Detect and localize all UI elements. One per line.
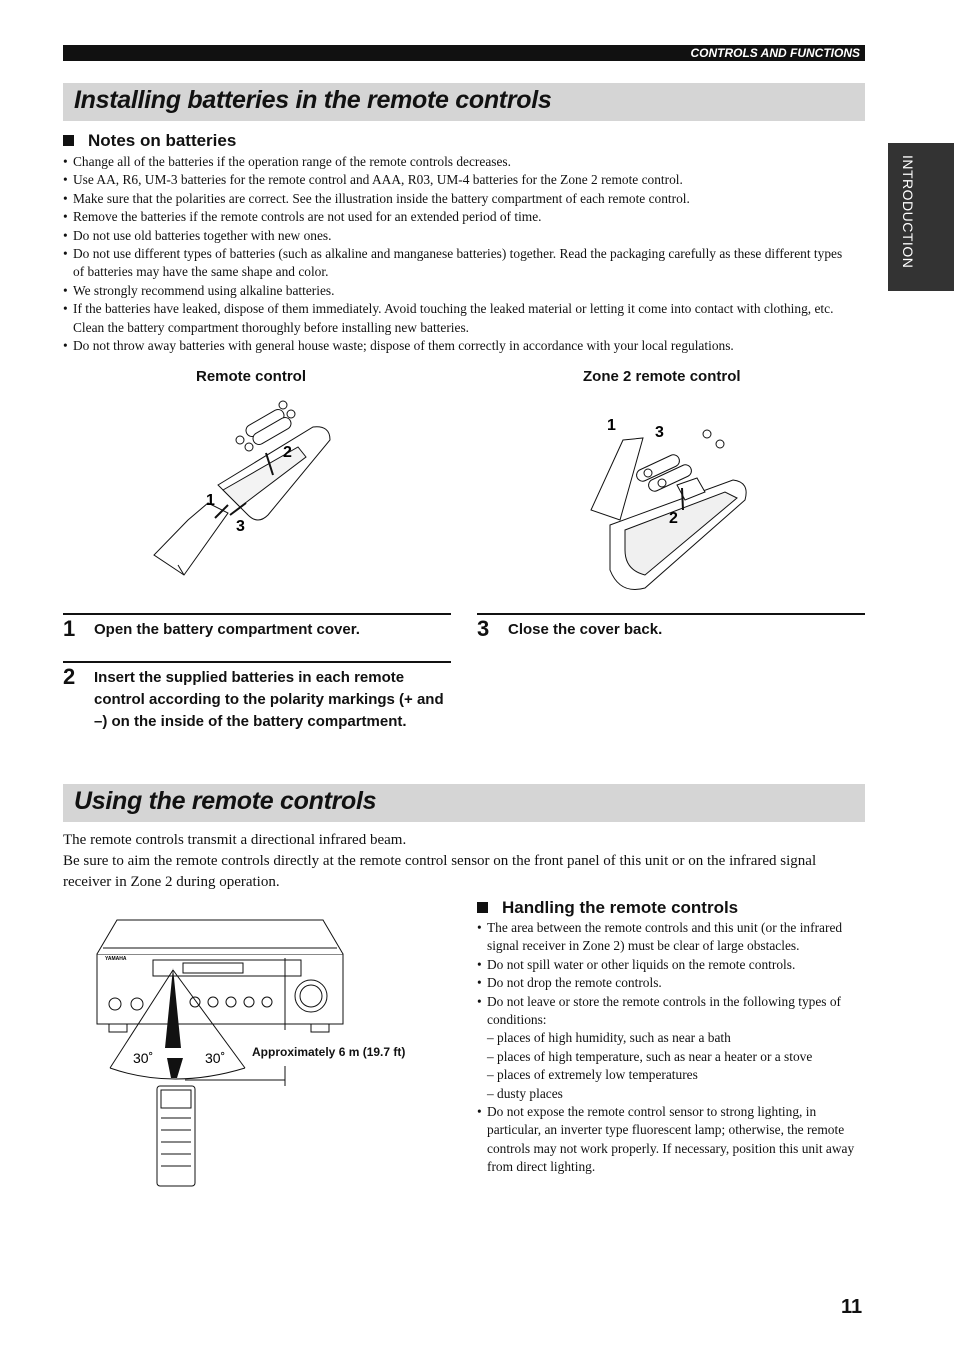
fig-step-two-left: 2 [283,444,292,461]
list-item: • We strongly recommend using alkaline batteries. [63,282,853,300]
step-number: 3 [477,616,490,641]
list-item: • Do not expose the remote control sensor to strong lighting, in particular, an inverter type fluorescent lamp; otherwise, the remote controls may not work properly. If necessary, position this unit away from direct lighting. [477,1103,865,1177]
side-tab-label: INTRODUCTION [900,155,916,269]
step-text: Open the battery compartment cover. [94,621,360,638]
list-item: • The area between the remote controls and this unit (or the infrared signal receiver in Zone 2) must be clear of large obstacles. [477,919,865,956]
step-divider [63,613,451,615]
intro-line: The remote controls transmit a directional infrared beam. [63,832,407,848]
remote-battery-illustration [148,395,348,585]
distance-label: Approximately 6 m (19.7 ft) [252,1045,406,1059]
side-tab [888,143,954,291]
section-title-box [63,83,865,121]
fig-step-one-right: 1 [607,417,616,434]
step-divider [477,613,865,615]
section-title: Installing batteries in the remote controls [74,86,552,114]
header-bar [63,45,865,61]
fig-step-three-left: 3 [236,518,245,535]
square-bullet-icon [477,902,488,913]
notes-list [63,153,853,355]
notes-heading-text: Notes on batteries [88,131,237,150]
handling-heading [477,898,738,918]
zone2-remote-battery-illustration [585,410,755,595]
list-item: • Do not throw away batteries with general house waste; dispose of them correctly in accordance with your local regulations. [63,337,853,355]
step-number: 2 [63,664,76,689]
notes-heading [63,131,236,151]
fig-step-one-left: 1 [206,492,215,509]
handling-list [477,919,865,1177]
condition-item: – places of extremely low temperatures [487,1067,698,1083]
step-number: 1 [63,616,76,641]
list-item: • Do not spill water or other liquids on the remote controls. [477,956,865,974]
section-title: Using the remote controls [74,787,377,815]
condition-item: – dusty places [487,1085,563,1101]
list-item: • Do not leave or store the remote controls in the following types of conditions: [477,993,865,1030]
section-label: CONTROLS AND FUNCTIONS [690,46,860,60]
list-item: • Change all of the batteries if the operation range of the remote controls decreases. [63,153,853,171]
figure-right-label: Zone 2 remote control [583,368,741,385]
square-bullet-icon [63,135,74,146]
step-text: Close the cover back. [508,621,663,638]
list-item: • Do not use different types of batteries (such as alkaline and manganese batteries) together. Read the packaging carefully as these different types of batteries may have the same shape and color. [63,245,853,282]
condition-item: – places of high humidity, such as near a bath [487,1030,731,1046]
list-item: • Remove the batteries if the remote controls are not used for an extended period of time. [63,208,853,226]
page-number: 11 [841,1296,863,1318]
section-title-box [63,784,865,822]
fig-step-two-right: 2 [669,510,678,527]
list-item: • Do not drop the remote controls. [477,974,865,992]
step-divider [63,661,451,663]
intro-line: Be sure to aim the remote controls directly at the remote control sensor on the front panel of this unit or on the infrared signal receiver in Zone 2 during operation. [63,853,817,890]
angle-right-label: 30˚ [205,1050,226,1066]
handling-heading-text: Handling the remote controls [502,898,739,917]
svg-text:YAMAHA: YAMAHA [105,956,127,962]
step-text: Insert the supplied batteries in each remote control according to the polarity markings (+ and –) on the inside of the battery compartment. [94,669,444,730]
figure-left-label: Remote control [196,368,307,385]
fig-step-three-right: 3 [655,424,664,441]
list-item: • Do not use old batteries together with new ones. [63,227,853,245]
condition-item: – places of high temperature, such as near a heater or a stove [487,1048,813,1064]
intro-text [63,830,865,893]
list-item: • If the batteries have leaked, dispose of them immediately. Avoid touching the leaked material or letting it come into contact with clothing, etc. Clean the battery compartment thoroughly before installing new batteries. [63,300,853,337]
list-item: • Use AA, R6, UM-3 batteries for the remote control and AAA, R03, UM-4 batteries for the Zone 2 remote control. [63,171,853,189]
list-item: • Make sure that the polarities are correct. See the illustration inside the battery compartment of each remote control. [63,190,853,208]
angle-left-label: 30˚ [133,1050,154,1066]
